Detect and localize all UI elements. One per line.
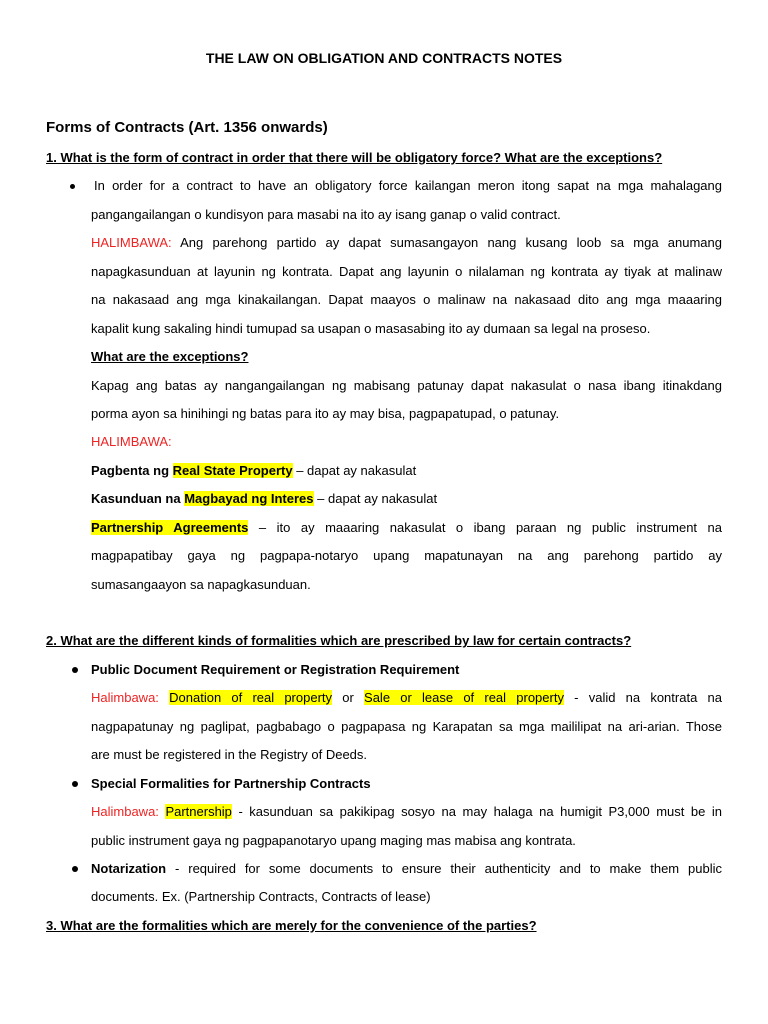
bullet-icon	[72, 667, 78, 673]
requirement-prefix: Pagbenta ng	[91, 462, 170, 478]
document-title: THE LAW ON OBLIGATION AND CONTRACTS NOTES	[205, 50, 563, 66]
q1-answer-line	[91, 172, 722, 200]
exceptions-heading: What are the exceptions?	[91, 349, 249, 365]
notarization-text: - required for some documents to ensure their authenticity and to make them public	[175, 860, 722, 876]
partnership-text: sumasangaayon sa napagkasunduan.	[91, 576, 311, 592]
exceptions-text: porma ayon sa hinihingi ng batas para ito ay may bisa, pagpapatupad, o patunay.	[91, 405, 560, 421]
section-heading: Forms of Contracts (Art. 1356 onwards)	[46, 119, 328, 136]
requirement-suffix: – dapat ay nakasulat	[296, 462, 417, 478]
q2-example-line	[91, 798, 722, 826]
requirement-line	[91, 485, 722, 513]
q2-example-text: - kasunduan sa pakikipag sosyo na may halaga na humigit P3,000 must be in	[238, 804, 722, 820]
q1-example-text: Ang parehong partido ay dapat sumasangayon nang kusang loob sa mga anumang	[180, 235, 722, 251]
question-3: 3. What are the formalities which are merely for the convenience of the parties?	[46, 917, 537, 933]
q2-example-text: - valid na kontrata na	[574, 690, 722, 706]
q2-item-heading-line	[91, 770, 722, 798]
partnership-text: – ito ay maaaring nakasulat o ibang paraan ng public instrument na	[258, 519, 722, 535]
example-label: HALIMBAWA:	[91, 434, 172, 450]
q2-notarization-line	[91, 883, 722, 911]
q1-example-line	[91, 229, 722, 257]
q2-item-heading: Special Formalities for Partnership Contracts	[91, 775, 371, 791]
requirement-line	[91, 457, 722, 485]
q2-example-text: are must be registered in the Registry of Deeds.	[91, 747, 368, 763]
q1-answer-line	[91, 201, 722, 229]
q1-example-line	[91, 258, 722, 286]
q1-example-line	[91, 315, 722, 343]
q2-example-line	[91, 741, 722, 769]
exceptions-heading-line	[91, 343, 722, 371]
paragraph-spacer	[0, 599, 768, 627]
partnership-line	[91, 514, 722, 542]
document-body	[0, 144, 768, 940]
question-2: 2. What are the different kinds of formalities which are prescribed by law for certain contracts?	[46, 633, 632, 649]
q2-example-line	[91, 827, 722, 855]
connector-text: or	[342, 690, 354, 706]
q1-example-text: na nakasaad ang mga kinakailangan. Dapat maayos o malinaw na nakasaad dito ang mga maaaring	[91, 292, 722, 308]
partnership-line	[91, 571, 722, 599]
q1-answer-text: In order for a contract to have an obligatory force kailangan meron itong sapat na mga mahalagang	[94, 178, 722, 194]
q1-answer-text: pangangailangan o kundisyon para masabi na ito ay isang ganap o valid contract.	[91, 206, 561, 222]
q1-example-text: kapalit kung sakaling hindi tumupad sa usapan o masasabing ito ay dumaan sa legal na proseso.	[91, 320, 651, 336]
requirement-prefix: Kasunduan na	[91, 491, 181, 507]
highlighted-term: Partnership	[165, 804, 232, 820]
exceptions-example-line	[91, 428, 722, 456]
bullet-icon	[72, 866, 78, 872]
highlighted-term: Magbayad ng Interes	[184, 491, 314, 507]
q2-example-text: nagpapatunay ng paglipat, pagbabago o pagpapasa ng Karapatan sa mga maililipat na ari-arian. Those	[91, 718, 722, 734]
notarization-term: Notarization	[91, 860, 167, 876]
highlighted-term: Donation of real property	[169, 690, 333, 706]
bullet-icon	[72, 781, 78, 787]
example-label: Halimbawa:	[91, 804, 159, 820]
q1-example-text: napagkasunduan at layunin ng kontrata. Dapat ang layunin o nilalaman ng kontrata ay tiyak at malinaw	[91, 263, 722, 279]
partnership-text: magpapatibay gaya ng pagpapa-notaryo upang mapatunayan na ang parehong partido ay	[91, 548, 722, 564]
q2-example-text: public instrument gaya ng pagpapanotaryo upang maging mas mabisa ang kontrata.	[91, 832, 576, 848]
example-label: HALIMBAWA:	[91, 235, 172, 251]
q2-example-line	[91, 713, 722, 741]
highlighted-term: Real State Property	[172, 462, 293, 478]
bullet-icon	[70, 184, 75, 189]
q2-item-heading: Public Document Requirement or Registration Requirement	[91, 661, 460, 677]
partnership-line	[91, 542, 722, 570]
q2-item-heading-line	[91, 656, 722, 684]
requirement-suffix: – dapat ay nakasulat	[317, 491, 438, 507]
notarization-text: documents. Ex. (Partnership Contracts, Contracts of lease)	[91, 889, 431, 905]
highlighted-term: Sale or lease of real property	[364, 690, 564, 706]
exceptions-line	[91, 372, 722, 400]
highlighted-term: Partnership Agreements	[91, 519, 249, 535]
question-1: 1. What is the form of contract in order that there will be obligatory force? What are the exceptions?	[46, 150, 663, 165]
exceptions-text: Kapag ang batas ay nangangailangan ng mabisang patunay dapat nakasulat o nasa ibang itinakdang	[91, 377, 722, 393]
example-label: Halimbawa:	[91, 690, 159, 706]
q2-example-line	[91, 684, 722, 712]
q2-notarization-line	[91, 855, 722, 883]
exceptions-line	[91, 400, 722, 428]
q1-example-line	[91, 286, 722, 314]
